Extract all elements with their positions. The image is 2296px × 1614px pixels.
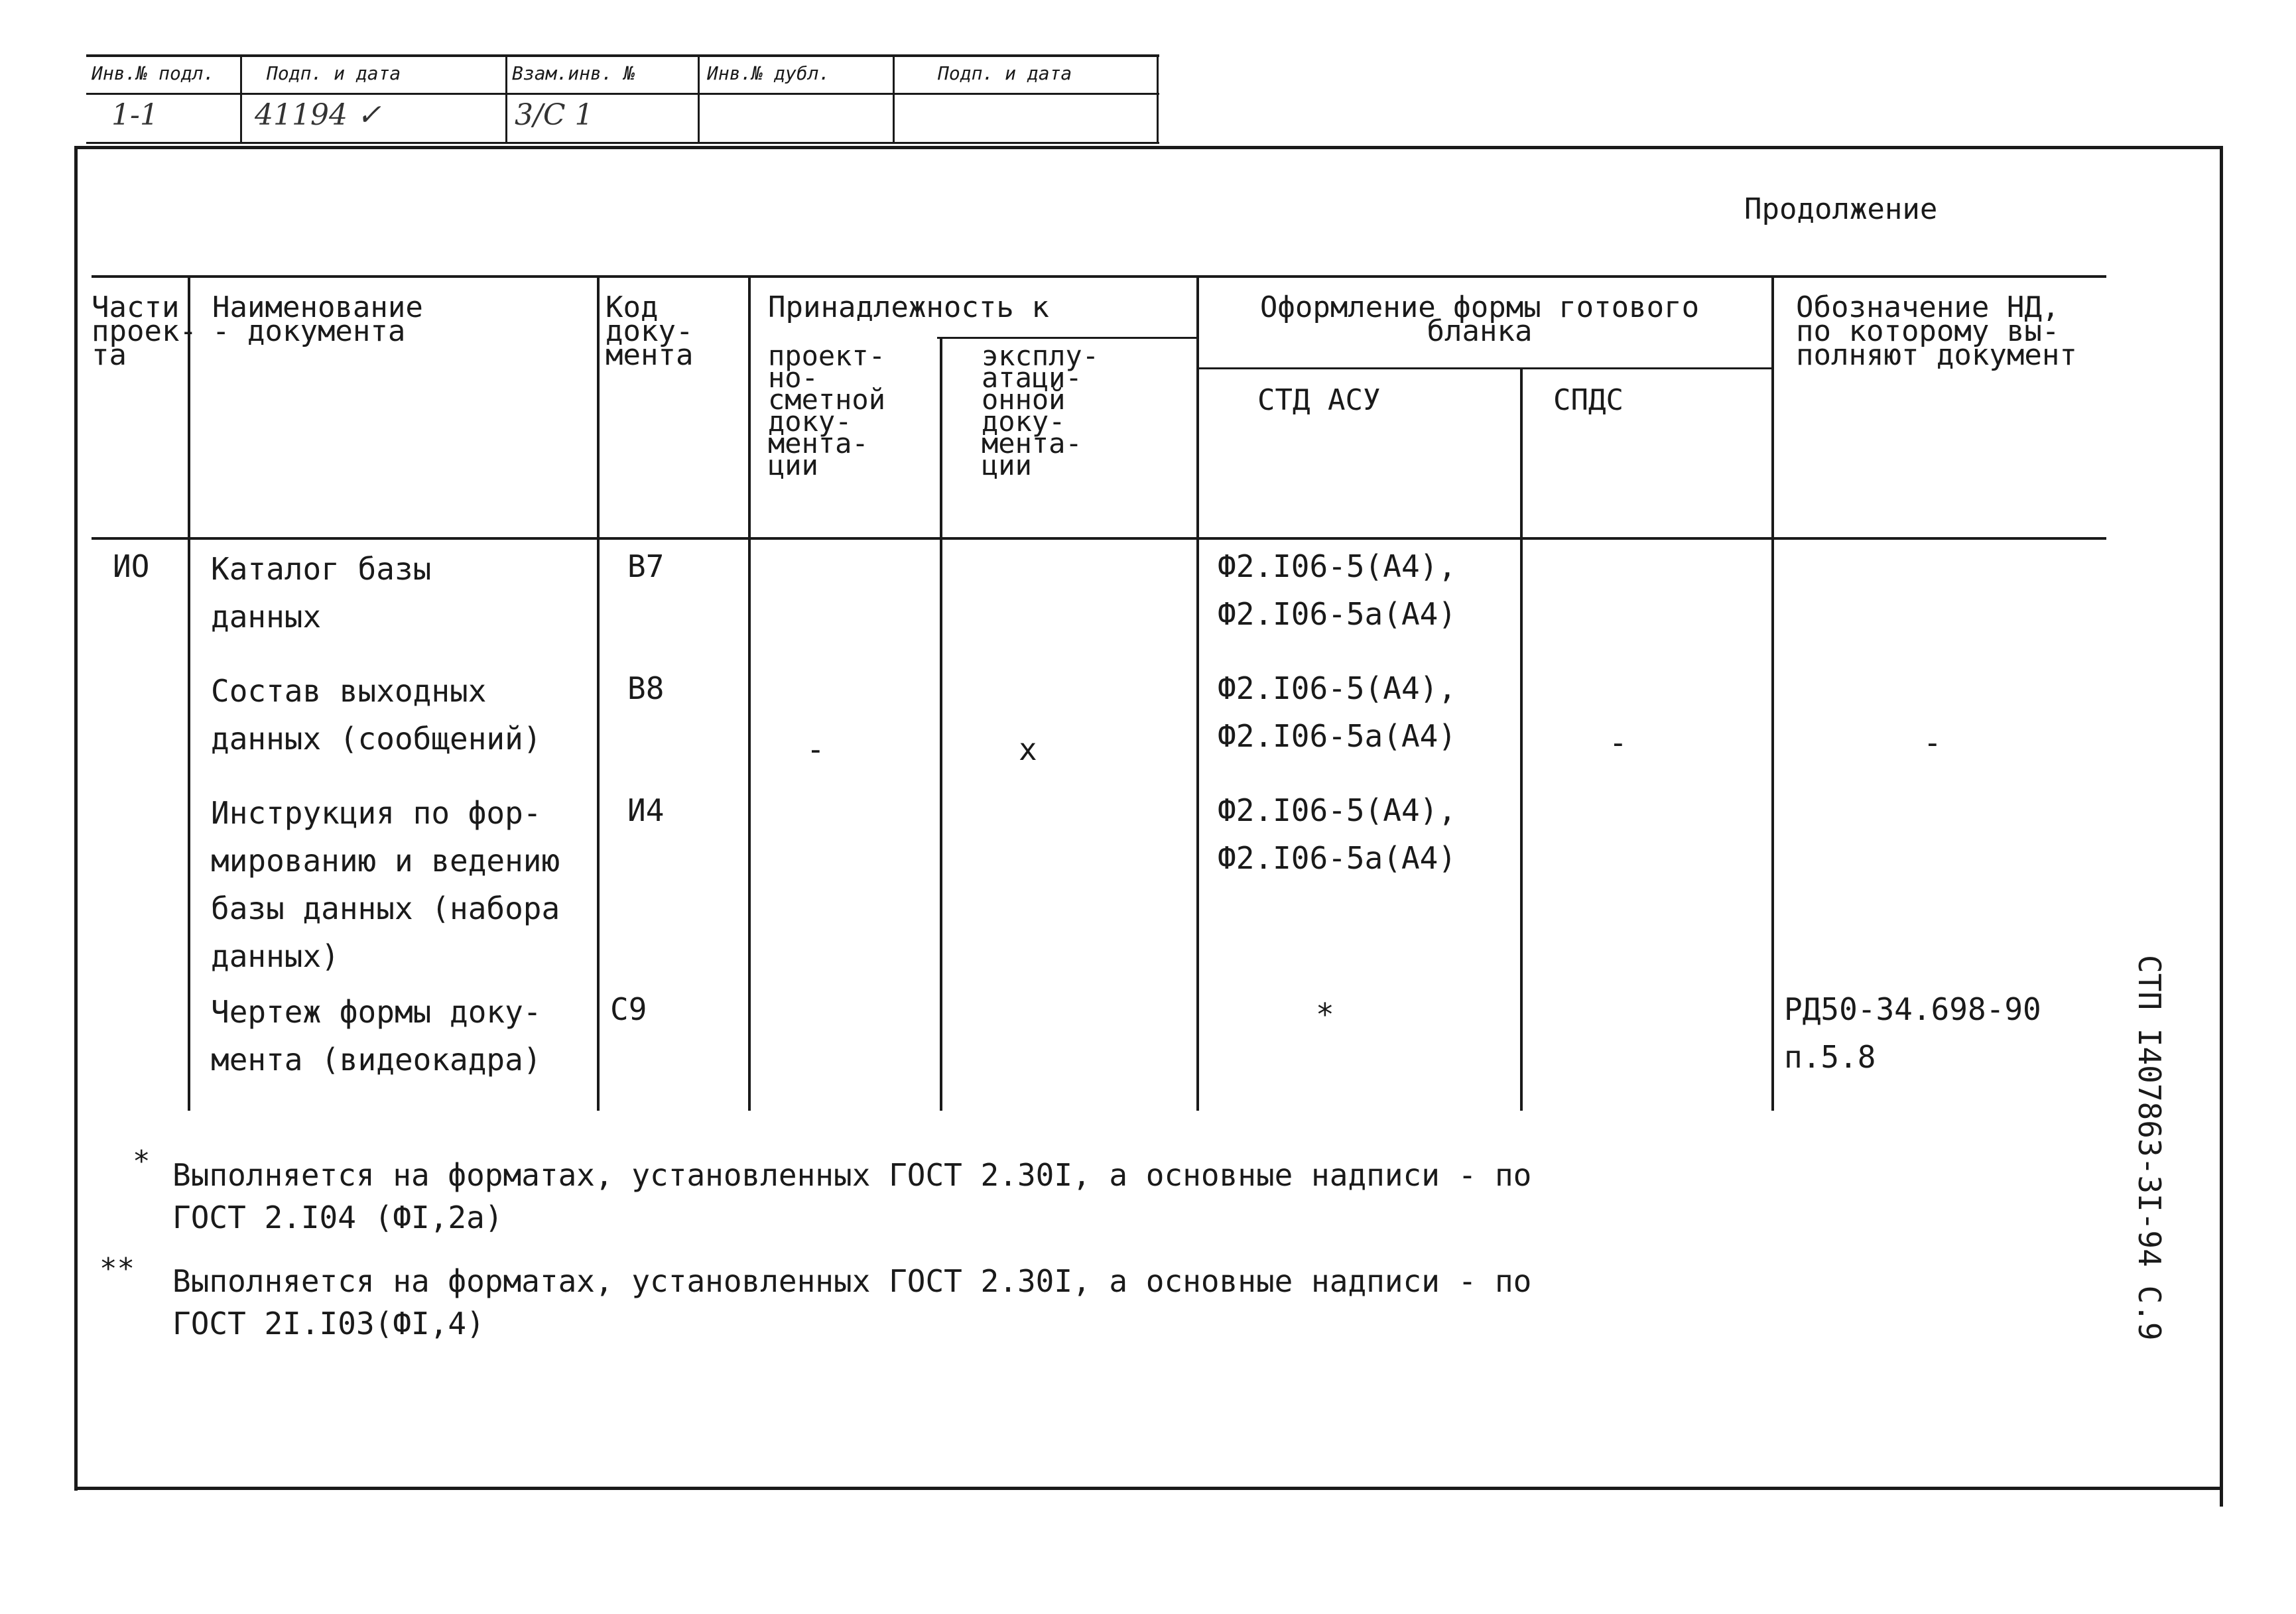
footnote-text: Выполняется на форматах, установленных ГОСТ 2.30I, а основные надписи - по ГОСТ 2I.I03(ФI,4): [172, 1263, 1532, 1341]
cell-std-form: *: [1316, 997, 1334, 1032]
stamp-value-sign-date: 41194 ✓: [255, 98, 381, 132]
footnote-mark: **: [99, 1252, 135, 1286]
stamp-header-sign-date-2: Подп. и дата: [938, 62, 1072, 84]
document-designation: СТП I407863-3I-94 С.9: [2132, 955, 2167, 1341]
cell-document-code: В7: [627, 548, 665, 584]
cell-project-part: ИО: [113, 548, 150, 584]
header-project-part: Части проек- та: [92, 290, 197, 372]
header-operational-docs: эксплу- атаци- онной доку- мента- ции: [982, 340, 1100, 481]
stamp-value-replace-inv: 3/C 1: [515, 98, 594, 132]
cell-document-code: С9: [610, 991, 647, 1027]
stamp-value-inv-orig: 1-1: [111, 98, 159, 132]
header-document-code: Код доку- мента: [606, 290, 694, 372]
cell-document-name: Инструкция по фор- мированию и ведению базы данных (набора данных): [211, 795, 560, 974]
stamp-header-inv-dup: Инв.№ дубл.: [707, 62, 830, 84]
footnote-text: Выполняется на форматах, установленных ГОСТ 2.30I, а основные надписи - по ГОСТ 2.I04 (ФI,2а): [172, 1157, 1532, 1235]
cell-std-form: Ф2.I06-5(А4), Ф2.I06-5а(А4): [1218, 548, 1457, 632]
stamp-header-replace-inv: Взам.инв. №: [512, 62, 635, 84]
cell-operational-docs-mark: х: [1019, 731, 1037, 767]
stamp-header-sign-date: Подп. и дата: [267, 62, 401, 84]
cell-std-form: Ф2.I06-5(А4), Ф2.I06-5а(А4): [1218, 792, 1457, 876]
cell-document-name: Чертеж формы доку- мента (видеокадра): [211, 994, 542, 1078]
cell-normative-doc: РД50-34.698-90 п.5.8: [1784, 991, 2041, 1075]
header-std-asu: СТД АСУ: [1257, 383, 1381, 417]
cell-std-form: Ф2.I06-5(А4), Ф2.I06-5а(А4): [1218, 670, 1457, 754]
header-belonging: Принадлежность к: [768, 290, 1049, 324]
page-title: Продолжение: [1744, 192, 1938, 226]
cell-document-name: Каталог базы данных: [211, 551, 432, 635]
header-design-docs: проект- но- сметной доку- мента- ции: [768, 340, 886, 481]
cell-normative-doc-mark: -: [1923, 725, 1942, 761]
cell-design-docs-mark: -: [806, 731, 825, 767]
cell-document-code: В8: [627, 670, 665, 706]
header-document-name: Наименование - документа: [212, 290, 423, 348]
cell-spds-mark: -: [1609, 725, 1627, 761]
footnote-mark: *: [133, 1145, 151, 1178]
header-spds: СПДС: [1553, 383, 1624, 417]
cell-document-name: Состав выходных данных (сообщений): [211, 673, 542, 757]
stamp-header-inv-orig: Инв.№ подл.: [92, 62, 215, 84]
cell-document-code: И4: [627, 792, 665, 828]
header-normative-doc: Обозначение НД, по которому вы- полняют документ: [1796, 290, 2077, 372]
header-form-design: Оформление формы готового бланка: [1259, 290, 1700, 348]
